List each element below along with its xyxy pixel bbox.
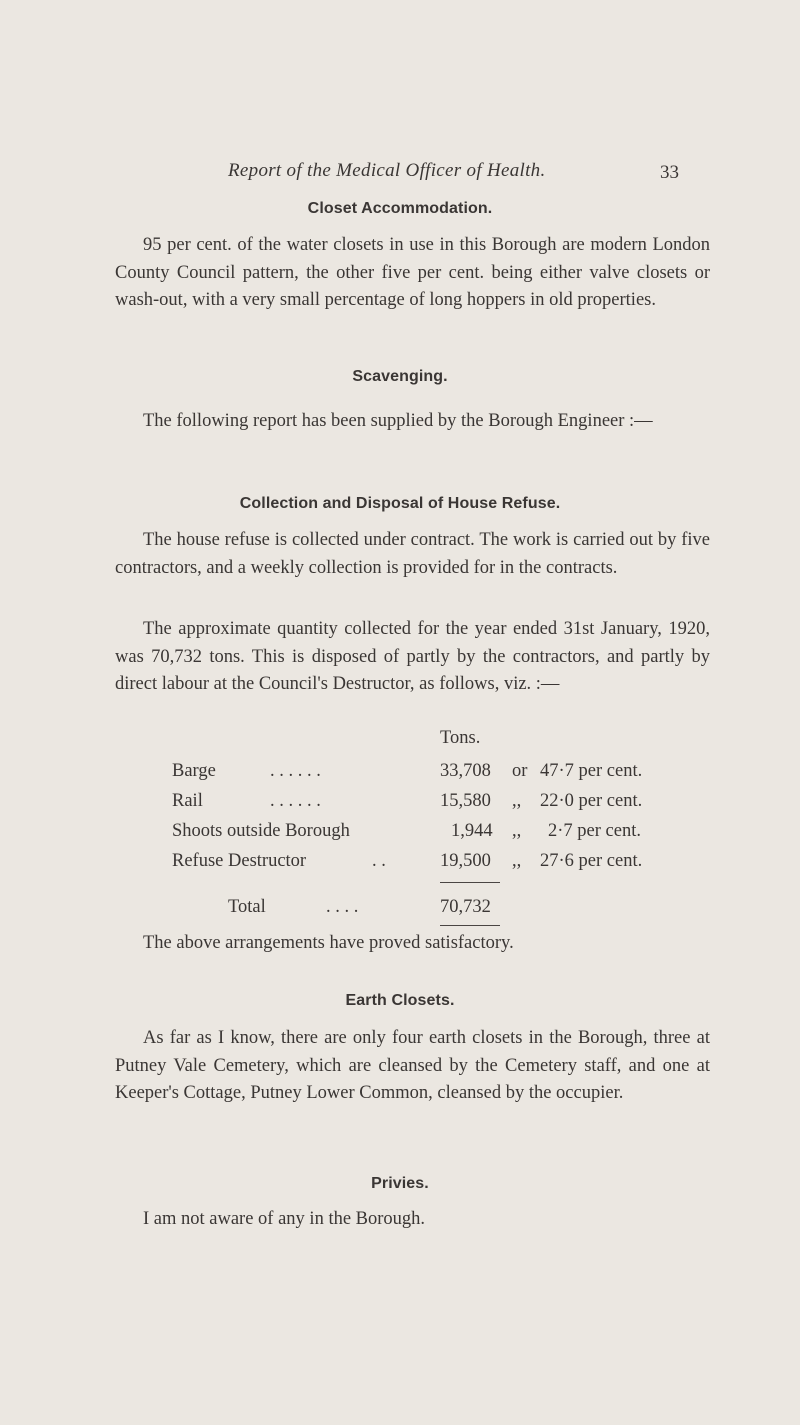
row-conjunction: ,, [512, 821, 522, 841]
heading-privies: Privies. [371, 1175, 429, 1192]
heading-scavenging: Scavenging. [352, 368, 448, 385]
dot-leader: . . . . [326, 897, 359, 917]
heading-closet-accommodation: Closet Accommodation. [307, 200, 493, 217]
row-tons: 15,580 [440, 791, 491, 811]
heading-earth-closets: Earth Closets. [345, 992, 455, 1009]
row-tons: 1,944 [451, 821, 493, 841]
refuse-paragraph-2: The approximate quantity collected for the year ended 31st January, 1920, was 70,732 tons. This is disposed of partly by the contractors, and partly by direct labour at the Council's Destructor, as follows, viz. :— [115, 619, 710, 694]
row-label: Shoots outside Borough [172, 821, 350, 841]
running-header [0, 160, 800, 190]
heading-house-refuse: Collection and Disposal of House Refuse. [239, 495, 561, 512]
row-tons: 19,500 [440, 851, 491, 871]
row-conjunction: or [512, 761, 528, 781]
row-label: Refuse Destructor [172, 851, 307, 871]
scavenging-paragraph: The following report has been supplied by the Borough Engineer :— [143, 411, 653, 431]
privies-paragraph: I am not aware of any in the Borough. [143, 1209, 426, 1229]
row-conjunction: ,, [512, 851, 522, 871]
report-title: Report of the Medical Officer of Health. [228, 160, 546, 181]
total-value: 70,732 [440, 897, 491, 917]
closet-paragraph: 95 per cent. of the water closets in use in this Borough are modern London County Council pattern, the other five per cent. being either valve closets or wash-out, with a very small percentage of long hoppers in old properties. [115, 235, 710, 310]
row-percentage: 22·0 per cent. [540, 791, 643, 811]
row-label: Barge [172, 761, 216, 781]
row-label: Rail [172, 791, 203, 811]
dot-leader: . . . . . . [270, 761, 321, 781]
refuse-paragraph-3: The above arrangements have proved satisfactory. [143, 933, 514, 953]
total-label: Total [228, 897, 266, 917]
row-tons: 33,708 [440, 761, 491, 781]
total-rule [440, 925, 500, 926]
refuse-paragraph-1: The house refuse is collected under contract. The work is carried out by five contractors, and a weekly collection is provided for in the contracts. [115, 530, 710, 578]
dot-leader: . . [372, 851, 386, 871]
row-percentage: 47·7 per cent. [540, 761, 643, 781]
earth-closets-paragraph: As far as I know, there are only four earth closets in the Borough, three at Putney Vale Cemetery, which are cleansed by the Cemetery staff, and one at Keeper's Cottage, Putney Lower Common, cleansed by the occupier. [115, 1028, 710, 1103]
subtotal-rule [440, 882, 500, 883]
page-number: 33 [660, 162, 679, 183]
row-percentage: 27·6 per cent. [540, 851, 643, 871]
dot-leader: . . . . . . [270, 791, 321, 811]
tons-column-header: Tons. [440, 728, 481, 748]
row-conjunction: ,, [512, 791, 522, 811]
row-percentage: 2·7 per cent. [548, 821, 641, 841]
